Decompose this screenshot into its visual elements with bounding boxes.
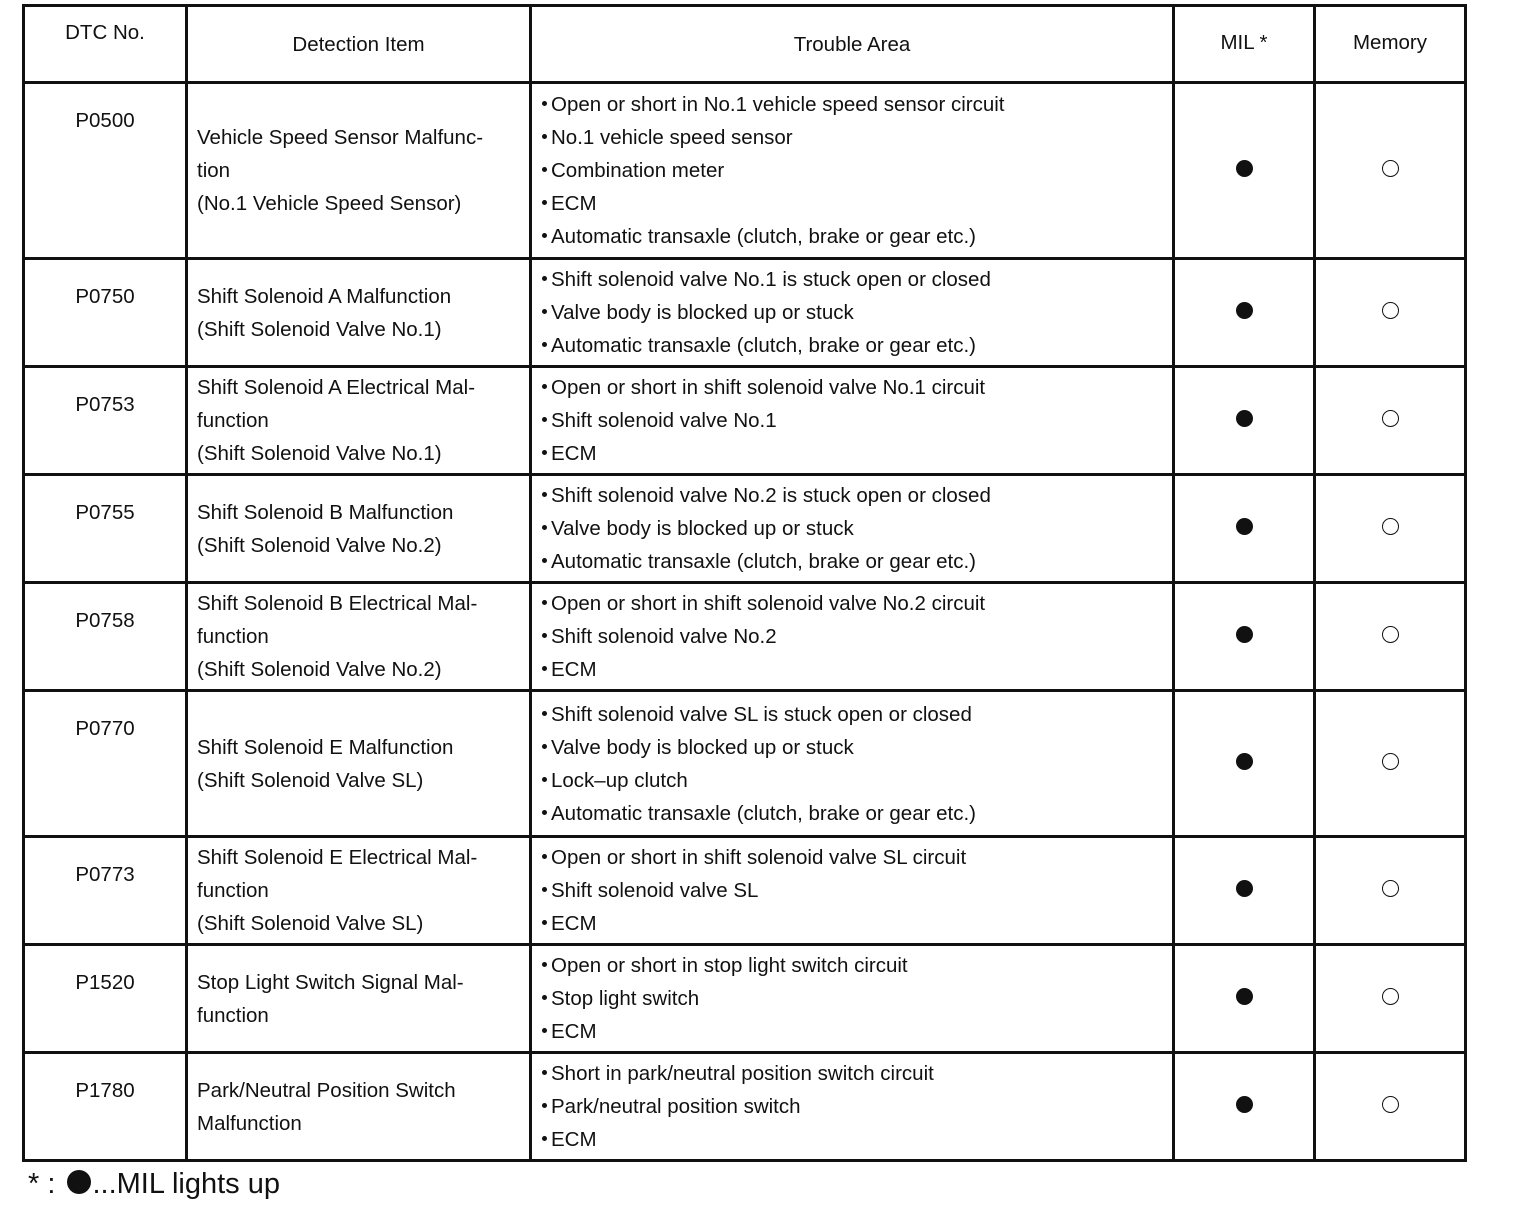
table-row (24, 259, 1466, 367)
trouble-area-cell (531, 691, 1174, 837)
table-row (24, 945, 1466, 1053)
table-row (24, 367, 1466, 475)
list-item (542, 121, 1166, 154)
open-circle-icon (1382, 988, 1399, 1005)
detection-item-cell (187, 691, 531, 837)
detection-item-line: Vehicle Speed Sensor Malfunc- (197, 126, 484, 149)
bullet-icon (542, 450, 547, 455)
header-trouble-area: Trouble Area (531, 6, 1174, 83)
open-circle-icon (1382, 1096, 1399, 1113)
trouble-area-cell (531, 837, 1174, 945)
detection-item-line: (Shift Solenoid Valve No.2) (197, 533, 442, 557)
open-circle-icon (1382, 626, 1399, 643)
trouble-area-list (542, 1057, 1166, 1156)
trouble-area-text: ECM (551, 658, 597, 681)
filled-circle-icon (1236, 160, 1253, 177)
list-item (542, 329, 1166, 362)
dtc-code: P0755 (75, 501, 135, 524)
trouble-area-text: Open or short in shift solenoid valve SL circuit (551, 846, 967, 869)
bullet-icon (542, 666, 547, 671)
memory-cell (1315, 83, 1466, 259)
detection-item-line: (Shift Solenoid Valve No.2) (197, 658, 442, 681)
detection-item-line: Stop Light Switch Signal Mal- (197, 970, 464, 994)
detection-item-cell (187, 475, 531, 583)
trouble-area-list (542, 263, 1166, 362)
mil-cell (1174, 691, 1315, 837)
list-item (542, 949, 1166, 982)
dtc-code-cell (24, 945, 187, 1053)
dtc-code-cell (24, 475, 187, 583)
trouble-area-text: ECM (551, 1020, 597, 1043)
trouble-area-list (542, 949, 1166, 1048)
trouble-area-cell (531, 259, 1174, 367)
footnote-text: ...MIL lights up (92, 1168, 280, 1200)
bullet-icon (542, 962, 547, 967)
bullet-icon (542, 134, 547, 139)
trouble-area-list (542, 841, 1166, 940)
mil-cell (1174, 259, 1315, 367)
bullet-icon (542, 200, 547, 205)
filled-circle-icon (1236, 753, 1253, 770)
trouble-area-text: Stop light switch (551, 987, 700, 1010)
detection-item-line: Shift Solenoid E Malfunction (197, 735, 454, 759)
bullet-icon (542, 309, 547, 314)
open-circle-icon (1382, 302, 1399, 319)
bullet-icon (542, 525, 547, 530)
bullet-icon (542, 995, 547, 1000)
bullet-icon (542, 920, 547, 925)
memory-cell (1315, 367, 1466, 475)
trouble-area-text: Shift solenoid valve SL is stuck open or closed (551, 702, 972, 726)
detection-item-line: Shift Solenoid A Malfunction (197, 284, 452, 308)
detection-item-line: function (197, 1003, 269, 1027)
trouble-area-text: Open or short in shift solenoid valve No.1 circuit (551, 376, 986, 399)
trouble-area-text: Automatic transaxle (clutch, brake or gear etc.) (551, 801, 976, 825)
detection-item-line: Shift Solenoid A Electrical Mal- (197, 376, 476, 399)
list-item (542, 512, 1166, 545)
list-item (542, 764, 1166, 797)
trouble-area-list (542, 587, 1166, 686)
header-memory: Memory (1315, 6, 1466, 83)
trouble-area-list (542, 371, 1166, 470)
dtc-code: P1520 (75, 971, 135, 994)
trouble-area-text: Automatic transaxle (clutch, brake or gear etc.) (551, 225, 976, 248)
filled-circle-icon (1236, 518, 1253, 535)
list-item (542, 874, 1166, 907)
dtc-code: P0750 (75, 285, 135, 308)
list-item (542, 545, 1166, 578)
dtc-code-cell (24, 367, 187, 475)
list-item (542, 479, 1166, 512)
detection-item-cell (187, 1053, 531, 1161)
bullet-icon (542, 633, 547, 638)
trouble-area-text: Shift solenoid valve No.1 is stuck open or closed (551, 268, 991, 291)
detection-item-line: (No.1 Vehicle Speed Sensor) (197, 192, 462, 215)
detection-item-line: Malfunction (197, 1111, 302, 1135)
list-item (542, 371, 1166, 404)
bullet-icon (542, 711, 547, 716)
list-item (542, 653, 1166, 686)
mil-cell (1174, 837, 1315, 945)
bullet-icon (542, 1103, 547, 1108)
trouble-area-text: Lock–up clutch (551, 768, 688, 792)
trouble-area-text: Open or short in No.1 vehicle speed sensor circuit (551, 93, 1005, 116)
detection-item-cell (187, 259, 531, 367)
trouble-area-text: No.1 vehicle speed sensor (551, 126, 793, 149)
list-item (542, 220, 1166, 253)
dtc-code: P0773 (75, 863, 135, 886)
filled-circle-icon (1236, 410, 1253, 427)
list-item (542, 437, 1166, 470)
bullet-icon (542, 777, 547, 782)
open-circle-icon (1382, 880, 1399, 897)
table-row (24, 1053, 1466, 1161)
memory-cell (1315, 259, 1466, 367)
trouble-area-text: Open or short in stop light switch circuit (551, 954, 908, 977)
trouble-area-cell (531, 475, 1174, 583)
detection-item-line: (Shift Solenoid Valve No.1) (197, 317, 442, 341)
memory-cell (1315, 475, 1466, 583)
trouble-area-text: Valve body is blocked up or stuck (551, 517, 854, 540)
trouble-area-cell (531, 83, 1174, 259)
bullet-icon (542, 342, 547, 347)
trouble-area-text: ECM (551, 912, 597, 935)
mil-cell (1174, 583, 1315, 691)
mil-cell (1174, 367, 1315, 475)
bullet-icon (542, 1136, 547, 1141)
trouble-area-text: ECM (551, 442, 597, 465)
trouble-area-text: Automatic transaxle (clutch, brake or gear etc.) (551, 334, 976, 357)
memory-cell (1315, 691, 1466, 837)
filled-circle-icon (1236, 988, 1253, 1005)
table-row (24, 691, 1466, 837)
list-item (542, 154, 1166, 187)
dtc-code-cell (24, 259, 187, 367)
footnote-prefix: * : (28, 1168, 64, 1200)
trouble-area-text: Short in park/neutral position switch circuit (551, 1062, 934, 1085)
table-row (24, 837, 1466, 945)
memory-cell (1315, 583, 1466, 691)
open-circle-icon (1382, 160, 1399, 177)
trouble-area-text: Valve body is blocked up or stuck (551, 735, 854, 759)
detection-item-line: Shift Solenoid E Electrical Mal- (197, 846, 478, 869)
bullet-icon (542, 887, 547, 892)
trouble-area-text: ECM (551, 192, 597, 215)
detection-item-line: function (197, 409, 269, 432)
dtc-code: P0500 (75, 109, 135, 132)
trouble-area-list (542, 698, 1166, 830)
list-item (542, 1090, 1166, 1123)
trouble-area-text: Park/neutral position switch (551, 1095, 801, 1118)
header-mil: MIL * (1174, 6, 1315, 83)
trouble-area-cell (531, 1053, 1174, 1161)
filled-circle-icon (67, 1170, 91, 1194)
bullet-icon (542, 600, 547, 605)
dtc-code-cell (24, 837, 187, 945)
trouble-area-text: Shift solenoid valve No.2 (551, 625, 777, 648)
trouble-area-list (542, 479, 1166, 578)
list-item (542, 1057, 1166, 1090)
filled-circle-icon (1236, 1096, 1253, 1113)
detection-item-line: Shift Solenoid B Electrical Mal- (197, 592, 478, 615)
bullet-icon (542, 744, 547, 749)
dtc-table-body (24, 83, 1466, 1161)
list-item (542, 982, 1166, 1015)
trouble-area-cell (531, 367, 1174, 475)
dtc-code: P0753 (75, 393, 135, 416)
detection-item-cell (187, 583, 531, 691)
dtc-code: P1780 (75, 1079, 135, 1102)
filled-circle-icon (1236, 880, 1253, 897)
trouble-area-text: Valve body is blocked up or stuck (551, 301, 854, 324)
bullet-icon (542, 854, 547, 859)
trouble-area-text: Automatic transaxle (clutch, brake or gear etc.) (551, 550, 976, 573)
list-item (542, 1015, 1166, 1048)
list-item (542, 263, 1166, 296)
dtc-code: P0758 (75, 609, 135, 632)
detection-item-line: Shift Solenoid B Malfunction (197, 500, 454, 524)
detection-item-cell (187, 83, 531, 259)
dtc-code: P0770 (75, 717, 135, 740)
header-dtc-no: DTC No. (24, 6, 187, 83)
trouble-area-text: Combination meter (551, 159, 725, 182)
table-row (24, 83, 1466, 259)
list-item (542, 587, 1166, 620)
bullet-icon (542, 1070, 547, 1075)
detection-item-line: (Shift Solenoid Valve SL) (197, 768, 424, 792)
list-item (542, 88, 1166, 121)
open-circle-icon (1382, 410, 1399, 427)
table-row (24, 583, 1466, 691)
memory-cell (1315, 1053, 1466, 1161)
list-item (542, 698, 1166, 731)
footnote (28, 1164, 280, 1204)
list-item (542, 841, 1166, 874)
dtc-table (22, 4, 1467, 1162)
memory-cell (1315, 837, 1466, 945)
detection-item-line: function (197, 625, 269, 648)
list-item (542, 187, 1166, 220)
trouble-area-cell (531, 945, 1174, 1053)
mil-cell (1174, 945, 1315, 1053)
detection-item-line: function (197, 879, 269, 902)
list-item (542, 1123, 1166, 1156)
mil-cell (1174, 475, 1315, 583)
header-row (24, 6, 1466, 83)
dtc-code-cell (24, 691, 187, 837)
table-row (24, 475, 1466, 583)
detection-item-cell (187, 945, 531, 1053)
list-item (542, 620, 1166, 653)
trouble-area-text: Shift solenoid valve No.1 (551, 409, 777, 432)
bullet-icon (542, 492, 547, 497)
dtc-code-cell (24, 83, 187, 259)
bullet-icon (542, 276, 547, 281)
bullet-icon (542, 558, 547, 563)
trouble-area-cell (531, 583, 1174, 691)
open-circle-icon (1382, 518, 1399, 535)
filled-circle-icon (1236, 302, 1253, 319)
list-item (542, 797, 1166, 830)
bullet-icon (542, 810, 547, 815)
bullet-icon (542, 233, 547, 238)
trouble-area-text: Shift solenoid valve No.2 is stuck open or closed (551, 484, 991, 507)
list-item (542, 907, 1166, 940)
bullet-icon (542, 1028, 547, 1033)
filled-circle-icon (1236, 626, 1253, 643)
detection-item-line: (Shift Solenoid Valve SL) (197, 912, 424, 935)
bullet-icon (542, 167, 547, 172)
trouble-area-text: ECM (551, 1128, 597, 1151)
mil-cell (1174, 1053, 1315, 1161)
header-detection-item: Detection Item (187, 6, 531, 83)
open-circle-icon (1382, 753, 1399, 770)
detection-item-line: (Shift Solenoid Valve No.1) (197, 442, 442, 465)
dtc-code-cell (24, 583, 187, 691)
list-item (542, 296, 1166, 329)
dtc-code-cell (24, 1053, 187, 1161)
detection-item-cell (187, 367, 531, 475)
bullet-icon (542, 384, 547, 389)
memory-cell (1315, 945, 1466, 1053)
detection-item-line: Park/Neutral Position Switch (197, 1078, 456, 1102)
trouble-area-text: Shift solenoid valve SL (551, 879, 759, 902)
trouble-area-list (542, 88, 1166, 253)
mil-cell (1174, 83, 1315, 259)
detection-item-line: tion (197, 159, 231, 182)
bullet-icon (542, 101, 547, 106)
detection-item-cell (187, 837, 531, 945)
list-item (542, 731, 1166, 764)
list-item (542, 404, 1166, 437)
bullet-icon (542, 417, 547, 422)
trouble-area-text: Open or short in shift solenoid valve No.2 circuit (551, 592, 986, 615)
